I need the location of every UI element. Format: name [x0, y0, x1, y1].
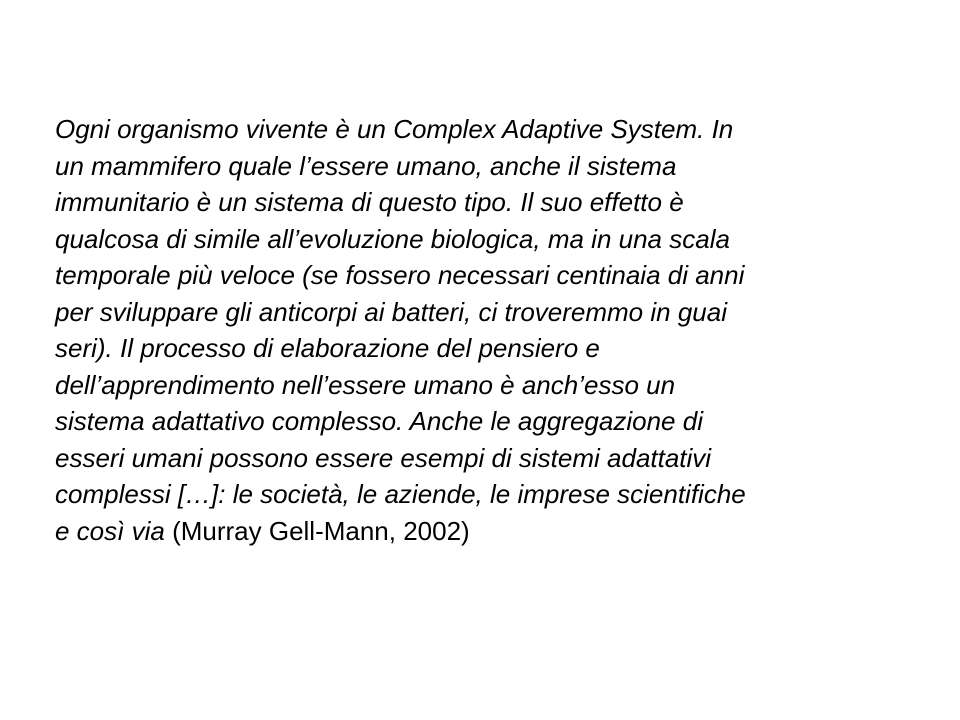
quote-line: esseri umani possono essere esempi di sistemi adattativi — [55, 442, 712, 473]
quote-line: un mammifero quale l’essere umano, anche il sistema — [55, 150, 677, 181]
quote-line: per sviluppare gli anticorpi ai batteri, ci troveremmo in guai — [55, 296, 727, 327]
quote-line: qualcosa di simile all’evoluzione biologica, ma in una scala — [55, 223, 730, 254]
quote-line: Ogni organismo vivente è un Complex Adaptive System. In — [55, 114, 734, 144]
quote-line: temporale più veloce (se fossero necessari centinaia di anni — [55, 260, 745, 290]
quote-line: immunitario è un sistema di questo tipo. Il suo effetto è — [55, 187, 684, 217]
quote-line: sistema adattativo complesso. Anche le aggregazione di — [55, 406, 703, 436]
quote-last-line-text: e così via — [55, 515, 165, 546]
quote-citation: (Murray Gell-Mann, 2002) — [172, 515, 470, 546]
quote-last-line — [55, 513, 915, 550]
quote-line: seri). Il processo di elaborazione del pensiero e — [55, 333, 600, 363]
quote-line: dell’apprendimento nell’essere umano è anch’esso un — [55, 369, 676, 400]
quote-line: complessi […]: le società, le aziende, le imprese scientifiche — [55, 479, 746, 509]
quote-text — [55, 111, 915, 549]
